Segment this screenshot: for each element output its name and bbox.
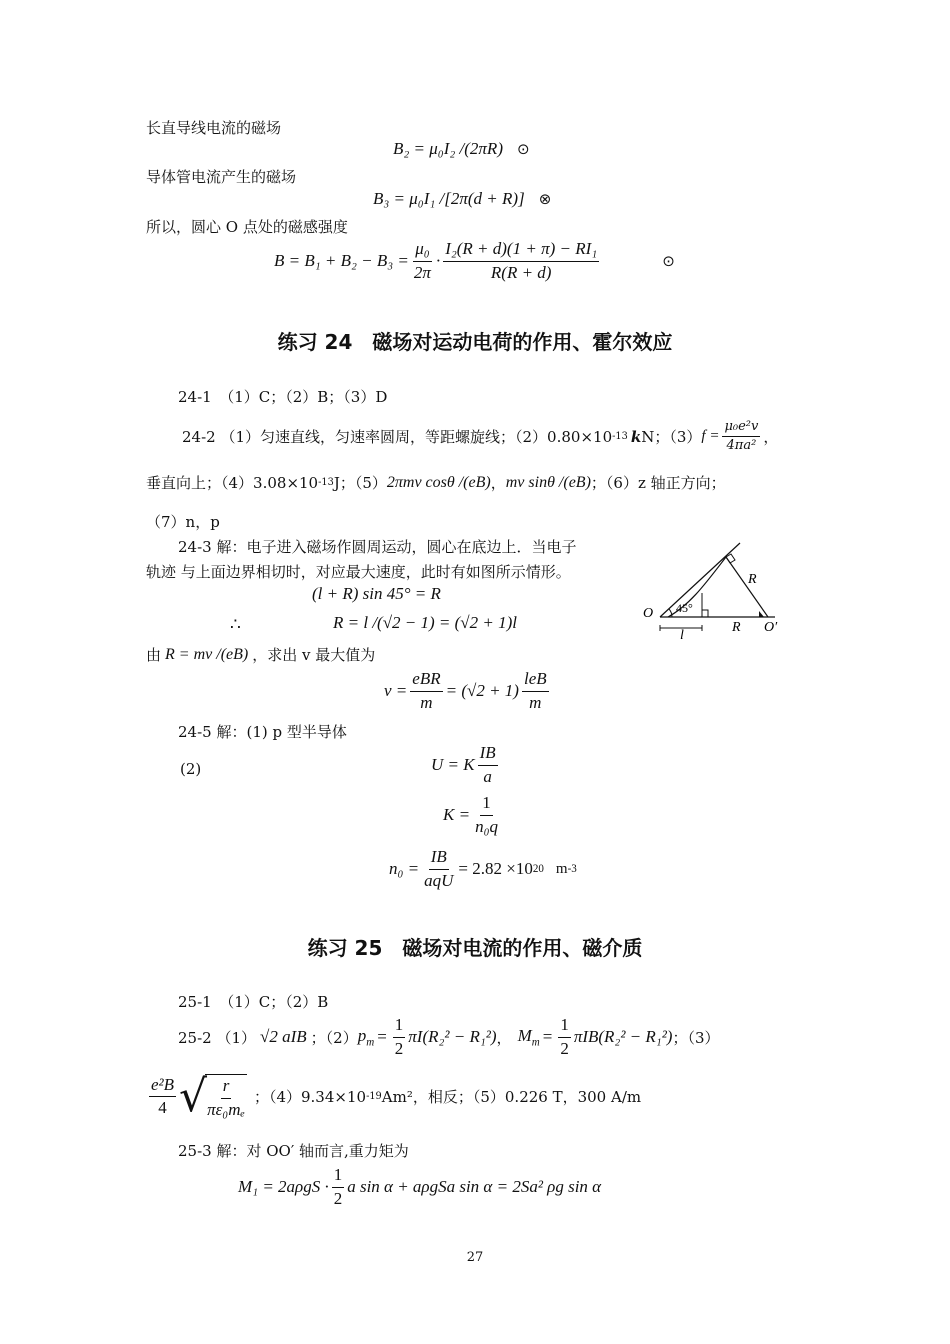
answer-24-2 (182, 420, 778, 454)
answer-24-5-part2: (2) (180, 760, 202, 778)
square-root (179, 1070, 250, 1122)
heading-exercise-24: 练习 24 磁场对运动电荷的作用、霍尔效应 (277, 330, 673, 354)
fraction-ib-a (478, 744, 498, 786)
label-radius-lower: R (732, 620, 741, 635)
equals-sign: = (377, 1027, 387, 1047)
force-symbol: f = (701, 428, 720, 445)
answer-text: ，求出 v 最大值为 (252, 646, 376, 664)
fraction-denominator: m (529, 692, 542, 712)
answer-25-3-line1: 25-3 解：对 OO′ 轴而言,重力矩为 (178, 1142, 409, 1160)
equation-left: n₀ = (389, 859, 420, 879)
equation-b-total (274, 240, 675, 282)
equation-left: v = (384, 681, 408, 701)
fraction-numerator: μ₀ (413, 240, 431, 262)
equation-radius: mv sinθ /(eB) (505, 473, 591, 491)
equation-b3-text: B₃ = μ₀I₁ /[2π(d + R)] (373, 189, 525, 208)
magnetic-moment-symbol (358, 1026, 374, 1048)
answer-25-2 (178, 1016, 720, 1058)
answer-text: ， (490, 474, 506, 492)
equation-b3 (373, 189, 551, 209)
electron-trajectory-diagram (640, 535, 800, 650)
fraction-numerator: e²B (149, 1076, 176, 1098)
fraction-numerator: IB (429, 848, 449, 870)
equation-r-mv: R = mv /(eB) (165, 645, 249, 663)
fraction-denominator: 2π (413, 262, 431, 282)
dot-operator: · (435, 251, 441, 271)
fraction-numerator: 1 (393, 1016, 406, 1038)
equation-mid: = (√2 + 1) (445, 681, 519, 701)
equation-tangent: (l + R) sin 45° = R (312, 584, 441, 603)
fraction-half (558, 1016, 571, 1058)
equation-gravity-torque (238, 1166, 601, 1208)
fraction-denominator: 2 (560, 1038, 569, 1058)
fraction-leb-m (522, 670, 549, 712)
label-point-o: O (643, 606, 654, 621)
answer-24-1: 24-1 （1）C；（2）B；（3）D (178, 388, 388, 406)
fraction-denominator: πε₀mₑ (207, 1099, 245, 1119)
fraction-numerator: eBR (410, 670, 442, 692)
answer-text: 25-2 （1） (178, 1028, 257, 1047)
equals-sign: = (542, 1027, 553, 1047)
label-radius-upper: R (748, 572, 757, 587)
answer-text: J；（5） (333, 474, 387, 492)
fraction-denominator: R(R + d) (490, 262, 552, 282)
fraction-1-nq (473, 794, 500, 836)
answer-text: ；（6）z 轴正方向； (590, 474, 726, 492)
answer-24-5-line1: 24-5 解：(1) p 型半导体 (178, 723, 347, 741)
equation-right: a sin α + aρgSa sin α = 2Sa² ρg sin α (347, 1177, 602, 1197)
equation-pitch: 2πmv cosθ /(eB) (386, 473, 491, 491)
fraction-numerator: r (221, 1077, 232, 1099)
answer-24-2-cont (146, 472, 726, 493)
equation-hall-coefficient (443, 794, 503, 836)
answer-text: 由 (146, 646, 162, 664)
heading-exercise-25: 练习 25 磁场对电流的作用、磁介质 (307, 936, 643, 960)
exponent: -13 (318, 477, 334, 488)
answer-24-2-end: （7）n，p (146, 513, 220, 531)
equation-right: = 2.82 ×10 (458, 859, 533, 879)
fraction-denominator: 2 (333, 1188, 343, 1208)
fraction-denominator: a (483, 766, 492, 786)
label-angle: 45° (676, 601, 693, 615)
fraction-numerator: 1 (480, 794, 493, 816)
fraction-numerator: leB (522, 670, 549, 692)
fraction-half (332, 1166, 345, 1208)
equation-moment: πI(R₂² − R₁²) (408, 1027, 497, 1047)
equation-left: U = K (431, 755, 475, 775)
answer-text: Am²，相反；（5）0.226 T，300 A/m (381, 1088, 642, 1107)
answer-text: N；（3） (641, 428, 702, 447)
equation-b2-text: B₂ = μ₀I₂ /(2πR) (393, 139, 503, 158)
torque-symbol (518, 1026, 540, 1048)
equation-torque: √2 aIB (260, 1027, 307, 1047)
exponent: -19 (366, 1091, 382, 1103)
equation-carrier-density (389, 848, 577, 890)
fraction-current-expression (443, 240, 599, 282)
fraction-denominator: 4 (158, 1098, 167, 1118)
equation-hall-voltage (431, 744, 501, 786)
answer-text: ；（3） (672, 1028, 720, 1047)
fraction-half (393, 1016, 406, 1058)
unit-vector-k: k (630, 427, 642, 446)
answer-text: ， (496, 1028, 512, 1047)
fraction-ib-aqu (422, 848, 455, 890)
fraction-force (722, 420, 760, 454)
unit: m (555, 860, 568, 877)
fraction-ebr-m (410, 670, 442, 712)
fraction-denominator: 2 (394, 1038, 404, 1058)
subscript: m (531, 1036, 540, 1049)
therefore-symbol: ∴ (230, 615, 241, 634)
equation-b2 (393, 139, 530, 159)
answer-text: ；（2） (310, 1028, 358, 1047)
fraction-denominator: 4πa² (726, 438, 757, 454)
unit-exponent: -3 (567, 863, 577, 876)
fraction-radicand (205, 1074, 247, 1119)
fraction-numerator: 1 (558, 1016, 571, 1038)
into-page-symbol: ⊗ (538, 190, 552, 208)
symbol-m: M (517, 1025, 532, 1045)
fraction-numerator: I₂(R + d)(1 + π) − RI₁ (443, 240, 599, 262)
symbol-p: p (357, 1025, 367, 1045)
equation-left: M₁ = 2aρgS · (238, 1177, 329, 1197)
answer-text: ；（4）9.34×10 (253, 1088, 367, 1107)
fraction-numerator: 1 (332, 1166, 345, 1188)
answer-text: ， (763, 428, 779, 447)
fraction-denominator: m (420, 692, 433, 712)
out-of-page-symbol: ⊙ (662, 252, 675, 271)
equation-v-max (384, 670, 552, 712)
equation-b-total-left: B = B₁ + B₂ − B₃ = (274, 251, 409, 271)
equation-left: K = (443, 805, 471, 825)
label-point-o-prime: O′ (764, 620, 778, 635)
fraction-denominator: n₀q (475, 816, 498, 836)
fraction-e2b-4 (149, 1076, 176, 1118)
equation-max-torque: πIB(R₂² − R₁²) (573, 1027, 673, 1047)
answer-24-3-line2: 轨迹 与上面边界相切时，对应最大速度，此时有如图所示情形。 (146, 563, 571, 581)
answer-text: 垂直向上；（4）3.08×10 (146, 474, 319, 492)
fraction-denominator: aqU (424, 870, 454, 890)
fraction-numerator: IB (478, 744, 498, 766)
answer-25-1: 25-1 （1）C；（2）B (178, 993, 329, 1011)
exponent: -13 (612, 431, 628, 443)
answer-24-3-line3 (146, 644, 375, 665)
equation-r: R = l /(√2 − 1) = (√2 + 1)l (333, 613, 517, 632)
exponent: 20 (532, 863, 544, 876)
subscript: m (366, 1036, 375, 1049)
label-length-l: l (680, 628, 684, 643)
fraction-numerator: μ₀e²v (722, 420, 760, 437)
page-number: 27 (466, 1250, 484, 1265)
answer-25-2-cont (146, 1070, 642, 1122)
label-tube-field: 导体管电流产生的磁场 (146, 168, 297, 186)
fraction-mu0-2pi (412, 240, 433, 282)
label-center-field: 所以，圆心 O 点处的磁感强度 (146, 218, 348, 236)
label-long-wire-field: 长直导线电流的磁场 (146, 119, 282, 137)
radical-sign: √ (179, 1070, 208, 1122)
answer-text: 24-2 （1）匀速直线，匀速率圆周，等距螺旋线；（2）0.80×10 (182, 428, 613, 447)
answer-24-3-line1: 24-3 解：电子进入磁场作圆周运动，圆心在底边上．当电子 (178, 538, 577, 556)
out-of-page-symbol: ⊙ (516, 140, 530, 158)
